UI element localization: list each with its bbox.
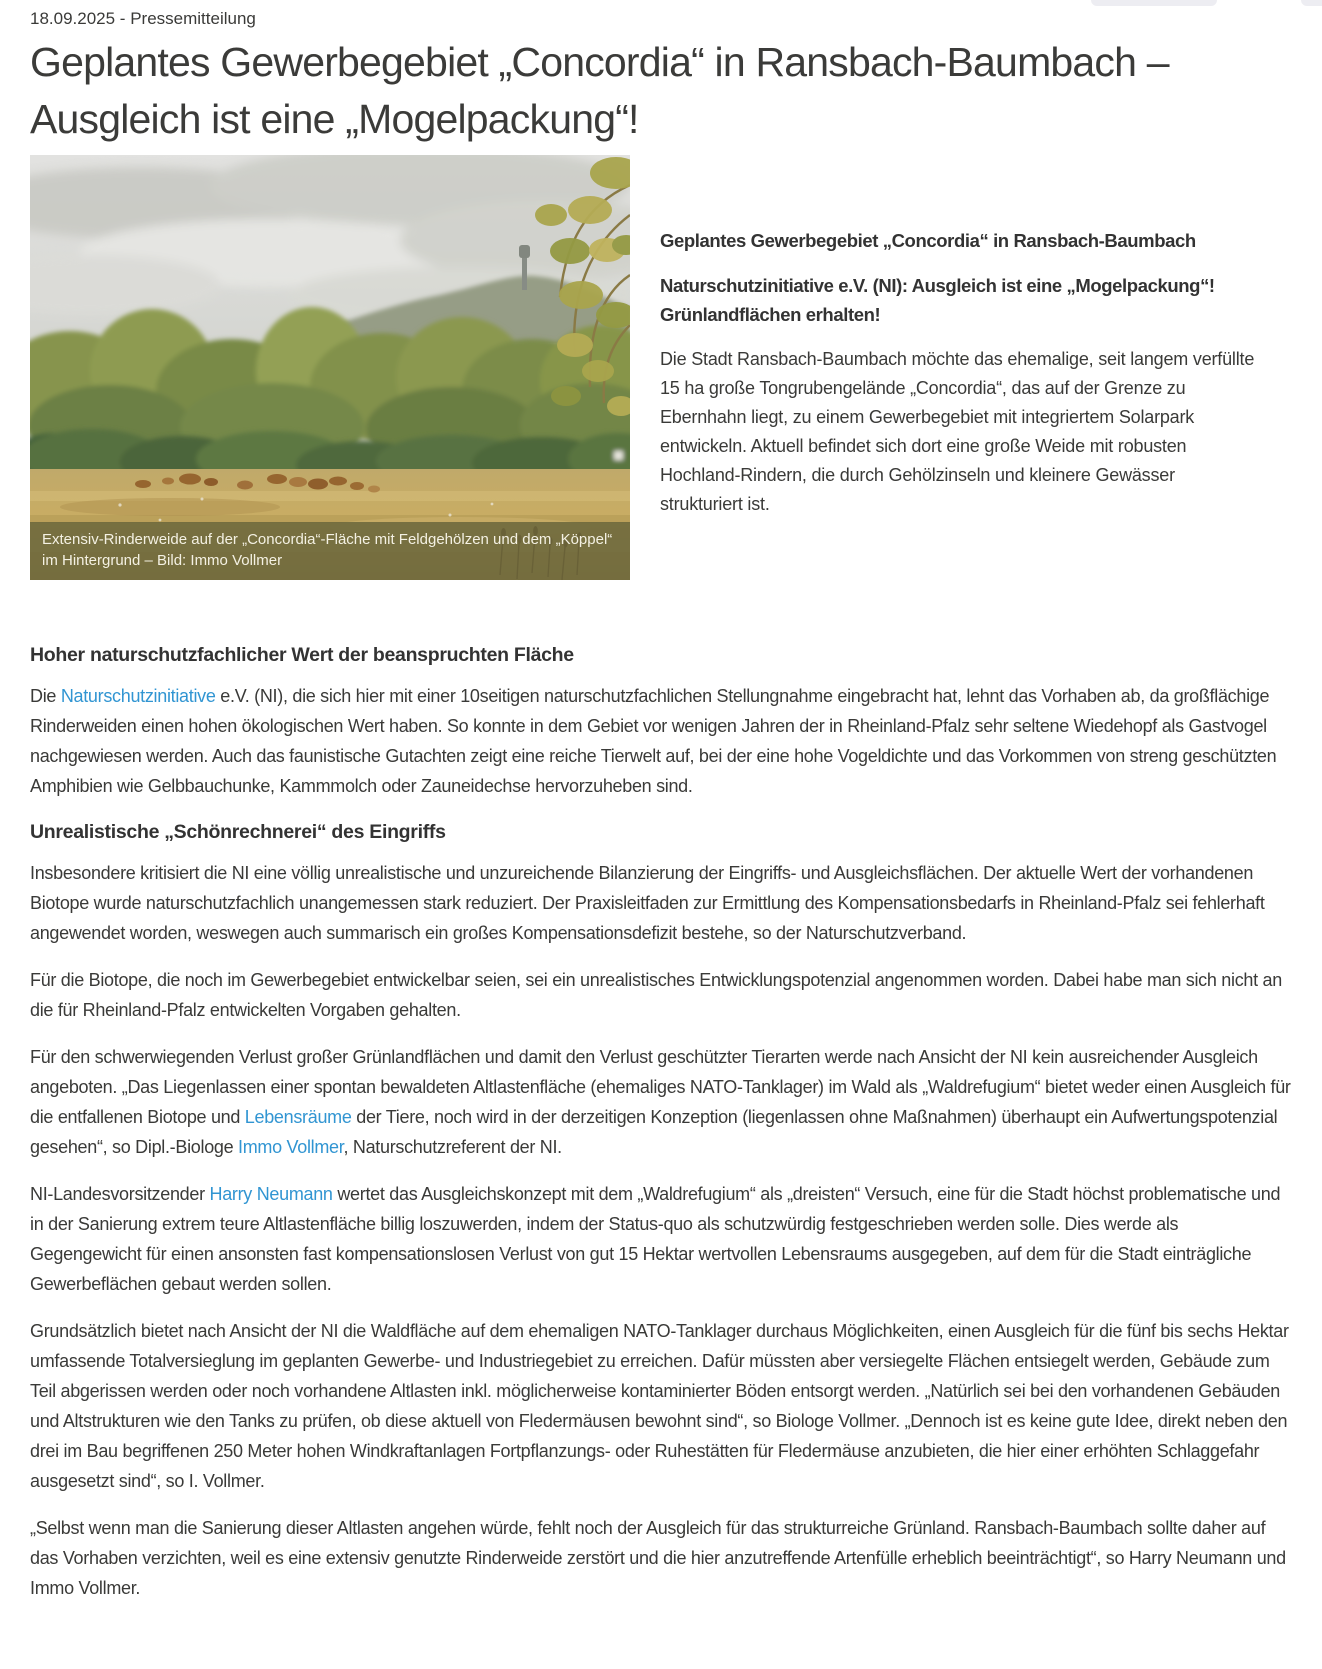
section-heading-1: Hoher naturschutzfachlicher Wert der beanspruchten Fläche bbox=[30, 644, 574, 666]
paragraph-6: Grundsätzlich bietet nach Ansicht der NI die Waldfläche auf dem ehemaligen NATO-Tanklager durchaus Möglichkeiten, einen Ausgleich für die fünf bis sechs Hektar umfassende Totalversieglung im geplanten Gewerbe- und Industriegebiet zu erreichen. Dafür müssten aber versiegelte Flächen entsiegelt werden, Gebäude zum Teil abgerissen werden oder noch vorhandene Altlasten inkl. möglicherweise kontaminierter Böden entsorgt werden. „Natürlich sei bei den vorhandenen Gebäuden und Altstrukturen wie den Tanks zu prüfen, ob diese aktuell von Fledermäusen bewohnt sind“, so Biologe Vollmer. „Dennoch ist es keine gute Idee, direkt neben den drei im Bau begriffenen 250 Meter hohen Windkraftanlagen Fortpflanzungs- oder Ruhestätten für Fledermäuse anzubieten, die hier einer erhöhten Schlaggefahr ausgesetzt sind“, so I. Vollmer. bbox=[30, 1321, 1289, 1491]
paragraph-5 bbox=[30, 1179, 1292, 1299]
paragraph-2: Insbesondere kritisiert die NI eine völlig unrealistische und unzureichende Bilanzierung der Eingriffs- und Ausgleichsflächen. Der aktuelle Wert der vorhandenen Biotope wurde naturschutzfachlich unangemessen stark reduziert. Der Praxisleitfaden zur Ermittlung des Kompensationsbedarfs in Rheinland-Pfalz sei fehlerhaft angewendet worden, weswegen auch summarisch ein großes Kompensationsdefizit bestehe, so der Naturschutzverband. bbox=[30, 863, 1265, 943]
intro-bold-heading-2-line2: Grünlandflächen erhalten! bbox=[660, 304, 881, 325]
article-date-category: 18.09.2025 - Pressemitteilung bbox=[30, 9, 256, 28]
landscape-photo-illustration bbox=[30, 155, 630, 580]
section-heading-2: Unrealistische „Schönrechnerei“ des Eingriffs bbox=[30, 821, 446, 843]
paragraph-7: „Selbst wenn man die Sanierung dieser Altlasten angehen würde, fehlt noch der Ausgleich für das strukturreiche Grünland. Ransbach-Baumbach sollte daher auf das Vorhaben verzichten, weil es eine extensiv genutzte Rinderweide zerstört und die hier anzutreffende Artenfülle erheblich beeinträchtigt“, so Harry Neumann und Immo Vollmer. bbox=[30, 1518, 1286, 1598]
paragraph-3: Für die Biotope, die noch im Gewerbegebiet entwickelbar seien, sei ein unrealistisches Entwicklungspotenzial angenommen worden. Dabei habe man sich nicht an die für Rheinland-Pfalz entwickelten Vorgaben gehalten. bbox=[30, 970, 1282, 1020]
intro-bold-heading-2-line1: Naturschutzinitiative e.V. (NI): Ausgleich ist eine „Mogelpackung“! bbox=[660, 275, 1215, 296]
link-lebensraeume[interactable]: Lebensräume bbox=[244, 1107, 352, 1127]
link-immo-vollmer[interactable]: Immo Vollmer bbox=[238, 1137, 344, 1157]
paragraph-4-text-2: der Tiere, noch wird in der derzeitigen Konzeption (liegenlassen ohne Maßnahmen) überhaupt ein Aufwertungspotenzial gesehen“, so Dipl.-Biologe bbox=[30, 1107, 1278, 1157]
paragraph-1-text: Die bbox=[30, 686, 61, 706]
cutoff-element-stub-right bbox=[1301, 0, 1322, 6]
paragraph-1-text-2: e.V. (NI), die sich hier mit einer 10seitigen naturschutzfachlichen Stellungnahme eingebracht hat, lehnt das Vorhaben ab, da großflächige Rinderweiden einen hohen ökologischen Wert haben. So konnte in dem Gebiet vor wenigen Jahren der in Rheinland-Pfalz sehr seltene Wiedehopf als Gastvogel nachgewiesen werden. Auch das faunistische Gutachten zeigt eine reiche Tierwelt auf, bei der eine hohe Vogeldichte und das Vorkommen von streng geschützten Amphibien wie Gelbbauchunke, Kammmolch oder Zauneidechse hervorzuheben sind. bbox=[30, 686, 1277, 796]
photo-caption: Extensiv-Rinderweide auf der „Concordia“-Fläche mit Feldgehölzen und dem „Köppel“ im Hintergrund – Bild: Immo Vollmer bbox=[30, 522, 630, 580]
intro-paragraph: Die Stadt Ransbach-Baumbach möchte das ehemalige, seit langem verfüllte 15 ha große Tongrubengelände „Concordia“, das auf der Grenze zu Ebernhahn liegt, zu einem Gewerbegebiet mit integriertem Solarpark entwickeln. Aktuell befindet sich dort eine große Weide mit robusten Hochland-Rindern, die durch Gehölzinseln und kleinere Gewässer strukturiert ist. bbox=[660, 349, 1255, 514]
paragraph-1 bbox=[30, 681, 1292, 801]
paragraph-4 bbox=[30, 1042, 1292, 1162]
page-title: Geplantes Gewerbegebiet „Concordia“ in Ransbach-Baumbach – Ausgleich ist eine „Mogelpackung“! bbox=[30, 39, 1169, 142]
intro-column bbox=[660, 226, 1260, 535]
intro-bold-heading-2 bbox=[660, 271, 1260, 329]
paragraph-4-text: Für den schwerwiegenden Verlust großer Grünlandflächen und damit den Verlust geschützter Tierarten werde nach Ansicht der NI kein ausreichender Ausgleich angeboten. „Das Liegenlassen einer spontan bewaldeten Altlastenfläche (ehemaliges NATO-Tanklager) im Wald als „Waldrefugium“ bietet weder einen Ausgleich für die entfallenen Biotope und bbox=[30, 1047, 1291, 1127]
link-harry-neumann[interactable]: Harry Neumann bbox=[209, 1184, 333, 1204]
article-photo bbox=[30, 155, 630, 580]
article-body bbox=[30, 642, 1292, 1620]
paragraph-5-text: NI-Landesvorsitzender bbox=[30, 1184, 210, 1204]
paragraph-5-text-2: wertet das Ausgleichskonzept mit dem „Waldrefugium“ als „dreisten“ Versuch, eine für die Stadt höchst problematische und in der Sanierung extrem teure Altlastenfläche billig loszuwerden, indem der Status-quo als schutzwürdig festgeschrieben werden solle. Dies werde als Gegengewicht für einen ansonsten fast kompensationslosen Verlust von gut 15 Hektar wertvollen Lebensraums ausgegeben, auf dem für die Stadt einträgliche Gewerbeflächen gebaut werden sollen. bbox=[30, 1184, 1281, 1294]
cutoff-element-stub-left bbox=[1091, 0, 1217, 6]
link-naturschutzinitiative[interactable]: Naturschutzinitiative bbox=[60, 686, 216, 706]
paragraph-4-text-3: , Naturschutzreferent der NI. bbox=[343, 1137, 562, 1157]
intro-bold-heading-1: Geplantes Gewerbegebiet „Concordia“ in Ransbach-Baumbach bbox=[660, 230, 1196, 251]
